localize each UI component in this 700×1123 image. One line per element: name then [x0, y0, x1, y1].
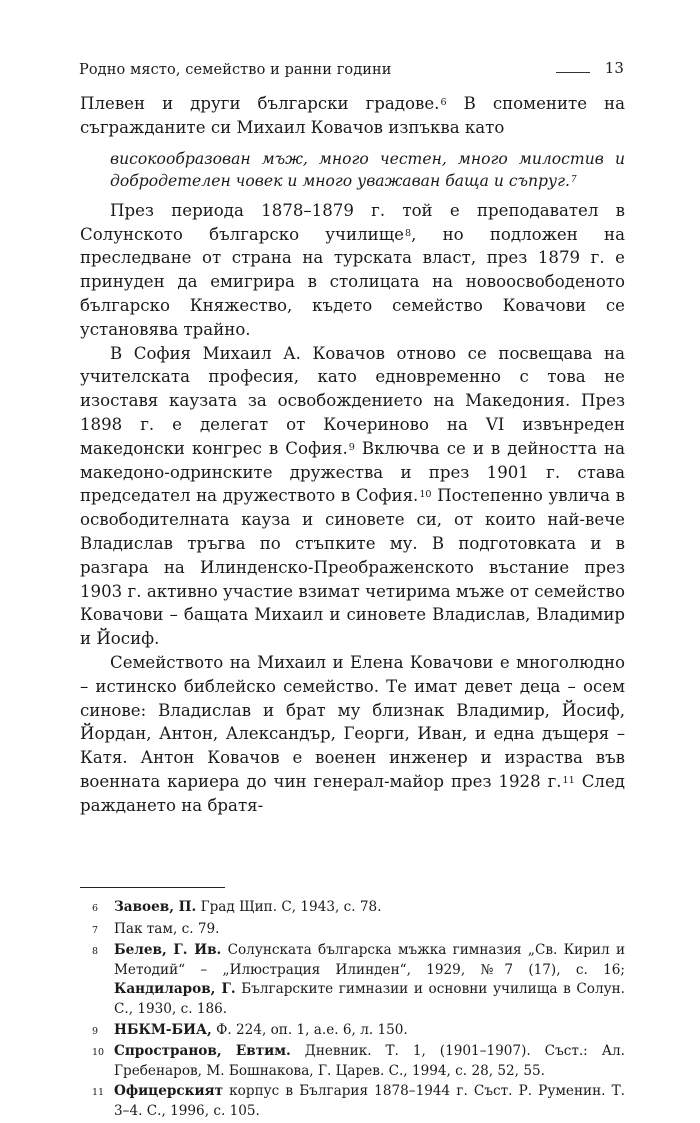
footnote-ref-11: 11 [562, 774, 575, 786]
footnote-author: Завоев, П. [114, 899, 197, 915]
main-text [80, 92, 625, 818]
footnote-ref-10: 10 [419, 489, 432, 501]
footnote-author: НБКМ-БИА, [114, 1021, 212, 1038]
text-run: В спомените на съгражданите си Михаил Ковачов изпъква като [80, 94, 625, 137]
header-rule [556, 72, 590, 73]
text-run: , но подложен на преследване от страна на турската власт, през 1879 г. е принуден да емигрира в столицата на новоосвободеното българско Княжество, където семейство Ковачови се установява трайно. [80, 224, 626, 339]
footnote-body: Дневник. Т. 1, (1901–1907). Съст.: Ал. Гребенаров, М. Бошнакова, Г. Царев. С., 1994, с. 28, 52, 55. [114, 1043, 625, 1079]
paragraph-2 [80, 199, 625, 342]
paragraph-1 [80, 92, 625, 140]
footnote-text [114, 898, 625, 919]
footnote-text [114, 1021, 625, 1042]
text-run: Семейството на Михаил и Елена Ковачови е многолюдно – истинско библейско семейство. Те имат девет деца – осем синове: Владислав и брат му близнак Владимир, Йосиф, Йордан, Антон, Александър, Георги, Иван, и една дъщеря – Катя. Антон Ковачов е военен инженер и израства във военната кариера до чин генерал-майор през 1928 г. [80, 652, 625, 791]
footnote [80, 898, 625, 919]
footnote-text [114, 1042, 625, 1081]
footnote-number: 7 [92, 924, 99, 936]
paragraph-3 [80, 342, 625, 651]
footnote-body: Българските гимназии и основни училища в Солун. С., 1930, с. 186. [114, 981, 625, 1017]
footnote-author: Кандиларов, Г. [114, 981, 236, 998]
footnote-author: Офицерският [114, 1083, 224, 1100]
footnotes [80, 898, 625, 1123]
footnote [80, 920, 625, 941]
footnote-separator [80, 887, 225, 888]
footnote-number: 11 [92, 1087, 105, 1099]
paragraph-4 [80, 651, 625, 818]
page-header [79, 59, 624, 83]
footnote-body: Пак там, с. 79. [114, 920, 220, 937]
footnote-ref-8: 8 [404, 227, 412, 239]
footnote-ref-6: 6 [440, 97, 447, 109]
text-run: В София Михаил А. Ковачов отново се посвещава на учителската професия, като едновременно с това не изоставя каузата за освобождението на Македония. През 1898 г. е делегат от Кочериново на VI извънреден македонски конгрес в София. [80, 343, 625, 458]
footnote-body: Град Щип. С, 1943, с. 78. [196, 899, 382, 915]
footnote-text [114, 1082, 625, 1121]
text-run: През периода 1878–1879 г. той е преподавател в Солунското българско училище [80, 200, 625, 244]
footnote [80, 1021, 625, 1042]
text-run: Постепенно увлича в освободителната кауза и синовете си, от които най-вече Владислав тръгва по стъпките му. В подготовката и в разгара на Илинденско-Преображенското въстание през 1903 г. активно участие взимат четирима мъже от семейство Ковачови – бащата Михаил и синовете Владислав, Владимир и Йосиф. [80, 486, 625, 649]
text-run: Плевен и други български градове. [80, 94, 440, 113]
footnote-body: корпус в България 1878–1944 г. Съст. Р. Руменин. Т. 3–4. С., 1996, с. 105. [114, 1083, 625, 1119]
text-run: Включва се и в дейността на македоно-одринските дружества и през 1901 г. става председател на дружеството в София. [80, 438, 625, 506]
footnote-number: 6 [92, 903, 99, 914]
footnote [80, 941, 625, 1019]
footnote-ref-7: 7 [570, 175, 577, 186]
footnote-body: Солунската българска мъжка гимназия „Св. Кирил и Методий“ – „Илюстрация Илинден“, 1929, №7 (17), с. 16; [114, 942, 626, 978]
quote-text: високообразован мъж, много честен, много милостив и добродетелен човек и много уважаван баща и съпруг. [110, 149, 625, 191]
footnote-number: 9 [92, 1025, 99, 1037]
footnote-text [114, 941, 625, 1019]
block-quote [110, 148, 625, 193]
page-number: 13 [604, 59, 624, 77]
footnote [80, 1082, 625, 1121]
footnote-text [114, 920, 625, 941]
text-run: След раждането на братя- [80, 771, 625, 815]
footnote-number: 8 [92, 946, 99, 958]
footnote-author: Спространов, Евтим. [114, 1043, 291, 1060]
footnote-author: Белев, Г. Ив. [114, 942, 222, 959]
footnote-ref-9: 9 [348, 441, 355, 453]
footnote-number: 10 [92, 1047, 105, 1059]
footnote-body: Ф. 224, оп. 1, а.е. 6, л. 150. [211, 1021, 408, 1038]
footnote [80, 1042, 625, 1081]
running-head: Родно място, семейство и ранни години [79, 62, 392, 78]
